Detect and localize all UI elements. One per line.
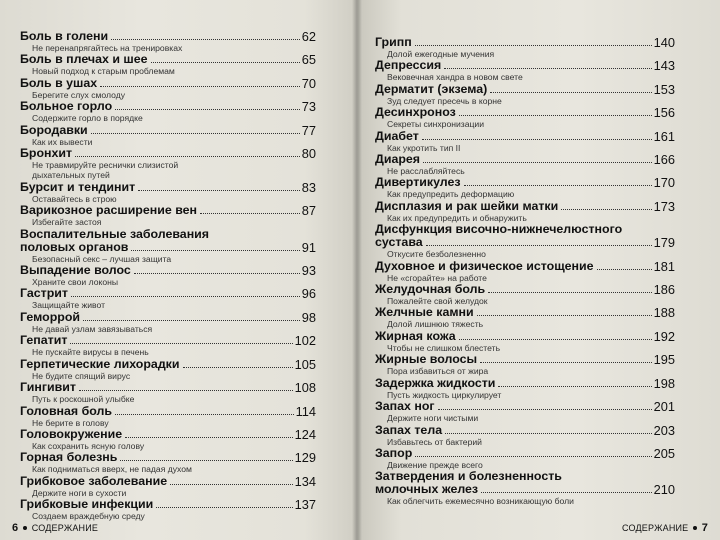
right-toc bbox=[375, 36, 675, 507]
toc-entry bbox=[20, 53, 316, 76]
entry-title: Депрессия bbox=[375, 58, 442, 73]
entry-page-number: 205 bbox=[653, 445, 675, 461]
dot-leader bbox=[423, 162, 652, 163]
entry-subtitle: Новый подход к старым проблемам bbox=[32, 66, 175, 77]
entry-subtitle: Пожалейте свой желудок bbox=[387, 296, 488, 307]
entry-title: Геморрой bbox=[20, 309, 81, 324]
entry-title: Гастрит bbox=[20, 286, 68, 301]
entry-title: Головная боль bbox=[20, 403, 113, 418]
entry-title-row bbox=[20, 30, 316, 43]
entry-subtitle: Пусть жидкость циркулирует bbox=[387, 389, 502, 400]
entry-title: Десинхроноз bbox=[375, 105, 456, 120]
toc-entry bbox=[20, 204, 316, 227]
entry-title: Бородавки bbox=[20, 122, 88, 137]
entry-subtitle: Не берите в голову bbox=[32, 417, 109, 428]
left-footer bbox=[12, 522, 98, 534]
toc-entry bbox=[20, 381, 316, 404]
entry-title-row bbox=[375, 400, 675, 413]
toc-entry bbox=[375, 223, 675, 259]
entry-title-row bbox=[20, 264, 316, 277]
entry-title: Больное горло bbox=[20, 99, 113, 114]
entry-title: молочных желез bbox=[375, 482, 479, 497]
entry-title-row bbox=[375, 306, 675, 319]
entry-subtitle: Не «сгорайте» на работе bbox=[387, 272, 487, 283]
entry-title: Запах ног bbox=[375, 399, 435, 414]
dot-leader bbox=[111, 39, 300, 40]
entry-subtitle: Как их предупредить и обнаружить bbox=[387, 212, 527, 223]
dot-leader bbox=[183, 367, 293, 368]
entry-page-number: 87 bbox=[301, 203, 316, 219]
entry-subtitle: Берегите слух смолоду bbox=[32, 89, 126, 100]
entry-subtitle: Избавьтесь от бактерий bbox=[387, 436, 482, 447]
entry-subtitle: Секреты синхронизации bbox=[387, 119, 485, 130]
entry-title: Желчные камни bbox=[375, 305, 474, 320]
entry-title: Запор bbox=[375, 445, 413, 460]
entry-title-row bbox=[20, 181, 316, 194]
entry-page-number: 166 bbox=[653, 152, 675, 168]
entry-subtitle: Оставайтесь в строю bbox=[32, 193, 117, 204]
entry-subtitle: Защищайте живот bbox=[32, 300, 106, 311]
entry-page-number: 210 bbox=[653, 482, 675, 498]
entry-page-number: 201 bbox=[653, 399, 675, 415]
toc-entry bbox=[20, 475, 316, 498]
dot-leader bbox=[415, 45, 652, 46]
entry-page-number: 114 bbox=[295, 403, 316, 419]
dot-leader bbox=[83, 320, 300, 321]
footer-label: СОДЕРЖАНИЕ bbox=[31, 523, 99, 533]
entry-title: Горная болезнь bbox=[20, 450, 118, 465]
dot-leader bbox=[426, 245, 652, 246]
entry-page-number: 62 bbox=[301, 29, 316, 44]
dot-leader bbox=[91, 133, 300, 134]
entry-title: Желудочная боль bbox=[375, 282, 486, 297]
entry-title: Жирные волосы bbox=[375, 352, 478, 367]
dot-leader bbox=[156, 507, 292, 508]
entry-subtitle: Держите ноги в сухости bbox=[32, 487, 127, 498]
entry-page-number: 143 bbox=[653, 58, 675, 74]
entry-title-row bbox=[375, 130, 675, 143]
toc-entry bbox=[375, 106, 675, 129]
toc-entry bbox=[20, 405, 316, 428]
toc-entry bbox=[20, 181, 316, 204]
toc-entry bbox=[375, 400, 675, 423]
entry-title: Дерматит (экзема) bbox=[375, 81, 488, 96]
dot-leader bbox=[131, 250, 299, 251]
toc-entry bbox=[20, 147, 316, 181]
entry-title-row bbox=[375, 447, 675, 460]
entry-title: Головокружение bbox=[20, 426, 123, 441]
toc-entry bbox=[20, 77, 316, 100]
dot-leader bbox=[561, 209, 651, 210]
entry-page-number: 181 bbox=[653, 258, 675, 274]
entry-title-row bbox=[375, 353, 675, 366]
entry-page-number: 179 bbox=[653, 235, 675, 251]
entry-title-row bbox=[20, 451, 316, 464]
entry-page-number: 153 bbox=[653, 81, 675, 97]
entry-title-row bbox=[375, 424, 675, 437]
entry-title-line: Затвердения и болезненность bbox=[375, 469, 562, 484]
bullet-icon bbox=[693, 526, 697, 530]
dot-leader bbox=[597, 269, 652, 270]
entry-subtitle: Безопасный секс – лучшая защита bbox=[32, 253, 172, 264]
entry-subtitle: Не перенапрягайтесь на тренировках bbox=[32, 43, 183, 53]
dot-leader bbox=[444, 68, 651, 69]
entry-page-number: 188 bbox=[653, 305, 675, 321]
toc-entry bbox=[20, 228, 316, 264]
entry-title: Выпадение волос bbox=[20, 263, 131, 278]
entry-title-row bbox=[375, 59, 675, 72]
entry-subtitle: Как их вывести bbox=[32, 136, 93, 147]
entry-page-number: 70 bbox=[301, 75, 316, 91]
toc-entry bbox=[20, 287, 316, 310]
entry-page-number: 161 bbox=[653, 128, 675, 144]
entry-title-row bbox=[20, 334, 316, 347]
entry-title: Грибковые инфекции bbox=[20, 497, 154, 512]
toc-entry bbox=[375, 36, 675, 59]
entry-subtitle: Как подниматься вверх, не падая духом bbox=[32, 464, 192, 475]
entry-subtitle: Не расслабляйтесь bbox=[387, 166, 465, 177]
toc-entry bbox=[375, 83, 675, 106]
entry-title: Боль в ушах bbox=[20, 75, 98, 90]
dot-leader bbox=[125, 437, 293, 438]
entry-page-number: 83 bbox=[301, 179, 316, 195]
entry-subtitle: Не пускайте вирусы в печень bbox=[32, 347, 149, 358]
entry-page-number: 203 bbox=[653, 422, 675, 438]
entry-title-row bbox=[375, 153, 675, 166]
toc-entry bbox=[375, 353, 675, 376]
entry-page-number: 105 bbox=[294, 356, 316, 372]
entry-subtitle: Вековечная хандра в новом свете bbox=[387, 72, 523, 83]
entry-title: Боль в голени bbox=[20, 29, 109, 43]
entry-page-number: 156 bbox=[653, 105, 675, 121]
dot-leader bbox=[134, 273, 300, 274]
entry-subtitle: Создаем враждебную среду bbox=[32, 511, 145, 522]
toc-entry bbox=[375, 330, 675, 353]
entry-page-number: 73 bbox=[301, 99, 316, 115]
entry-title-row bbox=[20, 405, 316, 418]
entry-page-number: 98 bbox=[301, 309, 316, 325]
dot-leader bbox=[200, 213, 300, 214]
left-toc bbox=[20, 30, 316, 522]
dot-leader bbox=[488, 292, 651, 293]
dot-leader bbox=[151, 62, 300, 63]
entry-subtitle: Пора избавиться от жира bbox=[387, 366, 489, 377]
entry-page-number: 195 bbox=[653, 352, 675, 368]
entry-title: Герпетические лихорадки bbox=[20, 356, 180, 371]
dot-leader bbox=[115, 109, 300, 110]
entry-page-number: 198 bbox=[653, 375, 675, 391]
dot-leader bbox=[115, 414, 294, 415]
dot-leader bbox=[498, 386, 651, 387]
entry-title-line: Воспалительные заболевания bbox=[20, 226, 210, 241]
entry-subtitle: Содержите горло в порядке bbox=[32, 113, 143, 124]
toc-entry bbox=[20, 451, 316, 474]
entry-subtitle: Не травмируйте реснички слизистой bbox=[32, 160, 179, 171]
entry-subtitle: дыхательных путей bbox=[32, 170, 110, 181]
dot-leader bbox=[70, 343, 292, 344]
bullet-icon bbox=[23, 526, 27, 530]
entry-page-number: 96 bbox=[301, 286, 316, 302]
toc-entry bbox=[375, 130, 675, 153]
entry-subtitle: Движение прежде всего bbox=[387, 459, 483, 470]
toc-entry bbox=[375, 306, 675, 329]
toc-entry bbox=[20, 264, 316, 287]
entry-title-row bbox=[375, 283, 675, 296]
entry-page-number: 77 bbox=[301, 122, 316, 138]
entry-title: Грипп bbox=[375, 35, 412, 49]
entry-title: сустава bbox=[375, 235, 423, 250]
toc-entry bbox=[20, 100, 316, 123]
dot-leader bbox=[445, 433, 652, 434]
entry-title-row bbox=[375, 36, 675, 49]
entry-page-number: 102 bbox=[294, 333, 316, 349]
entry-page-number: 186 bbox=[653, 282, 675, 298]
entry-page-number: 170 bbox=[653, 175, 675, 191]
page-number: 6 bbox=[12, 522, 19, 534]
entry-page-number: 80 bbox=[301, 146, 316, 162]
entry-subtitle: Путь к роскошной улыбке bbox=[32, 394, 135, 405]
entry-page-number: 140 bbox=[653, 35, 675, 50]
entry-title-row bbox=[20, 428, 316, 441]
entry-title: Запах тела bbox=[375, 422, 443, 437]
dot-leader bbox=[415, 456, 651, 457]
dot-leader bbox=[464, 185, 652, 186]
dot-leader bbox=[79, 390, 293, 391]
entry-title-row bbox=[20, 241, 316, 254]
entry-title: Дисплазия и рак шейки матки bbox=[375, 198, 559, 213]
entry-subtitle: Держите ноги чистыми bbox=[387, 413, 479, 424]
entry-title-line: Дисфункция височно-нижнечелюстного bbox=[375, 222, 623, 237]
toc-entry bbox=[375, 200, 675, 223]
dot-leader bbox=[481, 492, 652, 493]
entry-subtitle: Зуд следует пресечь в корне bbox=[387, 95, 502, 106]
entry-page-number: 93 bbox=[301, 263, 316, 279]
entry-title: Дивертикулез bbox=[375, 175, 461, 190]
entry-title: Бурсит и тендинит bbox=[20, 179, 136, 194]
toc-entry bbox=[20, 311, 316, 334]
entry-title-row bbox=[375, 377, 675, 390]
entry-title-row bbox=[20, 100, 316, 113]
entry-title-row bbox=[20, 475, 316, 488]
entry-page-number: 108 bbox=[294, 380, 316, 396]
right-footer bbox=[622, 522, 708, 534]
entry-title: Боль в плечах и шее bbox=[20, 52, 148, 67]
entry-subtitle: Не давай узлам завязываться bbox=[32, 323, 153, 334]
dot-leader bbox=[71, 296, 300, 297]
entry-title-row bbox=[375, 106, 675, 119]
entry-page-number: 134 bbox=[294, 473, 316, 489]
footer-label: СОДЕРЖАНИЕ bbox=[622, 523, 689, 533]
entry-title-row bbox=[20, 124, 316, 137]
toc-entry bbox=[375, 260, 675, 283]
dot-leader bbox=[490, 92, 651, 93]
entry-title: Грибковое заболевание bbox=[20, 473, 168, 488]
dot-leader bbox=[75, 156, 300, 157]
entry-subtitle: Долой ежегодные мучения bbox=[387, 49, 495, 59]
dot-leader bbox=[422, 139, 652, 140]
toc-entry bbox=[375, 424, 675, 447]
entry-title: Диабет bbox=[375, 128, 419, 143]
page-number: 7 bbox=[701, 522, 709, 534]
entry-page-number: 124 bbox=[294, 426, 316, 442]
entry-page-number: 173 bbox=[653, 198, 675, 214]
entry-title-row bbox=[20, 77, 316, 90]
toc-entry bbox=[375, 447, 675, 470]
dot-leader bbox=[459, 115, 652, 116]
toc-entry bbox=[20, 358, 316, 381]
entry-subtitle: Избегайте застоя bbox=[32, 217, 102, 228]
entry-subtitle: Храните свои локоны bbox=[32, 277, 119, 288]
entry-title-row bbox=[20, 287, 316, 300]
entry-title: Бронхит bbox=[20, 146, 73, 161]
entry-title: Диарея bbox=[375, 152, 421, 167]
entry-title: половых органов bbox=[20, 239, 129, 254]
entry-title-row bbox=[375, 483, 675, 496]
dot-leader bbox=[477, 315, 652, 316]
entry-title-row bbox=[375, 176, 675, 189]
entry-title-row bbox=[20, 498, 316, 511]
entry-title-row bbox=[375, 200, 675, 213]
toc-entry bbox=[375, 59, 675, 82]
toc-entry bbox=[20, 30, 316, 53]
dot-leader bbox=[459, 339, 652, 340]
dot-leader bbox=[138, 190, 300, 191]
entry-title-row bbox=[375, 236, 675, 249]
entry-title: Задержка жидкости bbox=[375, 375, 496, 390]
entry-subtitle: Чтобы не слишком блестеть bbox=[387, 342, 501, 353]
toc-entry bbox=[20, 334, 316, 357]
entry-page-number: 65 bbox=[301, 52, 316, 68]
entry-subtitle: Не будите спящий вирус bbox=[32, 370, 131, 381]
dot-leader bbox=[438, 409, 652, 410]
dot-leader bbox=[170, 484, 293, 485]
entry-subtitle: Как укротить тип II bbox=[387, 142, 461, 153]
entry-page-number: 192 bbox=[653, 328, 675, 344]
entry-title: Духовное и физическое истощение bbox=[375, 258, 594, 273]
entry-title-row bbox=[375, 260, 675, 273]
toc-entry bbox=[20, 124, 316, 147]
toc-entry bbox=[375, 176, 675, 199]
entry-page-number: 129 bbox=[294, 450, 316, 466]
entry-title-row bbox=[20, 204, 316, 217]
toc-entry bbox=[20, 428, 316, 451]
entry-subtitle: Как предупредить деформацию bbox=[387, 189, 515, 200]
toc-entry bbox=[375, 283, 675, 306]
entry-title-row bbox=[20, 381, 316, 394]
entry-subtitle: Долой лишнюю тяжесть bbox=[387, 319, 484, 330]
entry-title: Жирная кожа bbox=[375, 328, 456, 343]
entry-subtitle: Как сохранить ясную голову bbox=[32, 440, 145, 451]
entry-title: Варикозное расширение вен bbox=[20, 203, 198, 218]
toc-entry bbox=[375, 377, 675, 400]
dot-leader bbox=[120, 460, 292, 461]
dot-leader bbox=[480, 362, 652, 363]
entry-subtitle: Откусите безболезненно bbox=[387, 249, 486, 260]
entry-title: Гепатит bbox=[20, 333, 68, 348]
entry-title-row bbox=[375, 330, 675, 343]
entry-subtitle: Как облегчить ежемесячно возникающую боли bbox=[387, 496, 574, 507]
entry-page-number: 91 bbox=[301, 239, 316, 255]
entry-page-number: 137 bbox=[294, 497, 316, 513]
toc-entry bbox=[375, 153, 675, 176]
book-spine bbox=[352, 0, 362, 540]
toc-entry bbox=[375, 470, 675, 506]
dot-leader bbox=[100, 86, 300, 87]
entry-title-row bbox=[20, 53, 316, 66]
entry-title-row bbox=[20, 358, 316, 371]
entry-title-row bbox=[20, 147, 316, 160]
entry-title: Гингивит bbox=[20, 380, 76, 395]
toc-entry bbox=[20, 498, 316, 521]
entry-title-row bbox=[375, 83, 675, 96]
entry-title-row bbox=[20, 311, 316, 324]
